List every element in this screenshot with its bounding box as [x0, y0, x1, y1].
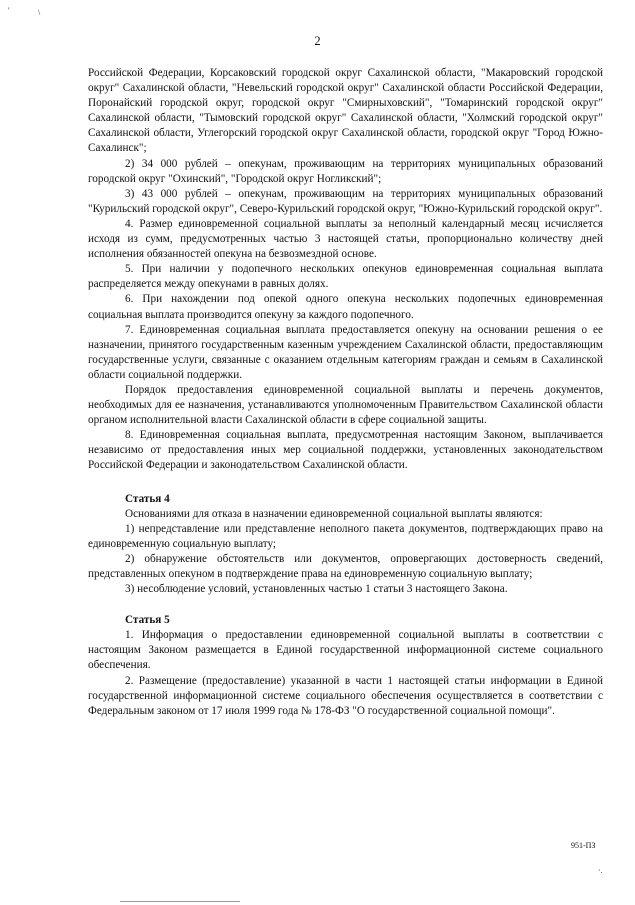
bottom-rule [120, 901, 240, 902]
paragraph: 1. Информация о предоставлении единовременной социальной выплаты в соответствии с настоящим Законом размещается в Единой государственной информационной системе социального обеспечения. [88, 629, 603, 672]
article-heading: Статья 4 [125, 492, 170, 505]
list-item: 3) несоблюдение условий, установленных частью 1 статьи 3 настоящего Закона. [125, 583, 508, 596]
paragraph: 2) 34 000 рублей – опекунам, проживающим на территориях муниципальных образований городской округ "Охинский", "Городской округ Ногликский"; [88, 157, 603, 185]
paragraph: 7. Единовременная социальная выплата предоставляется опекуну на основании решения о ее назначении, принятого государственным казенным учреждением Сахалинской области, предоставляющим государственные услуги, связанные с оказанием отдельным категориям граждан и семьям в Сахалинской области социальной поддержки. [88, 323, 603, 381]
list-item: 2) обнаружение обстоятельств или документов, опровергающих достоверность сведений, представленных опекуном в подтверждение права на единовременную социальную выплату; [88, 552, 603, 580]
document-code: 951-ПЗ [571, 841, 596, 850]
paragraph: Российской Федерации, Корсаковский городской округ Сахалинской области, "Макаровский городской округ" Сахалинской области, "Невельский городской округ" Сахалинской области Российской Федерации, Поронайский городской округ, городской округ "Смирныховский", "Томаринский городской округ" Сахалинской области, "Тымовский городской округ" Сахалинской области, "Холмский городской округ" Сахалинской области, Углегорский городской округ Сахалинской области, городской округ "Город Южно-Сахалинск"; [88, 67, 603, 155]
paragraph: 5. При наличии у подопечного нескольких опекунов единовременная социальная выплата распределяется между опекунами в равных долях. [88, 263, 603, 291]
paragraph: 4. Размер единовременной социальной выплаты за неполный календарный месяц исчисляется исходя из сумм, предусмотренных частью 3 настоящей статьи, пропорционально количеству дней исполнения обязанностей опекуна на безвозмездной основе. [88, 217, 603, 261]
paragraph: Основаниями для отказа в назначении единовременной социальной выплаты являются: [125, 507, 543, 520]
page-number: 2 [314, 34, 321, 48]
article-heading: Статья 5 [125, 614, 170, 627]
paragraph: 2. Размещение (предоставление) указанной в части 1 настоящей статьи информации в Единой государственной информационной системе социального обеспечения осуществляется в соответствии с Федеральным законом от 17 июля 1999 года № 178-ФЗ "О государственной социальной помощи". [88, 674, 603, 717]
scan-speck: \ [38, 8, 41, 17]
document-body [88, 66, 603, 719]
scan-speck: ' [8, 6, 10, 15]
scan-speck: ·. [598, 866, 603, 875]
list-item: 1) непредставление или представление неполного пакета документов, подтверждающих право на единовременную социальную выплату; [88, 522, 603, 550]
paragraph: 6. При нахождении под опекой одного опекуна нескольких подопечных единовременная социальная выплата производится опекуну за каждого подопечного. [88, 293, 603, 321]
paragraph: 8. Единовременная социальная выплата, предусмотренная настоящим Законом, выплачивается независимо от предоставления иных мер социальной поддержки, установленных законодательством Российской Федерации и законодательством Сахалинской области. [88, 429, 603, 472]
paragraph: 3) 43 000 рублей – опекунам, проживающим на территориях муниципальных образований "Курильский городской округ", Северо-Курильский городской округ, "Южно-Курильский городской округ". [88, 187, 603, 215]
paragraph: Порядок предоставления единовременной социальной выплаты и перечень документов, необходимых для ее назначения, устанавливаются уполномоченным Правительством Сахалинской области органом исполнительной власти Сахалинской области в сфере социальной защиты. [88, 383, 603, 427]
